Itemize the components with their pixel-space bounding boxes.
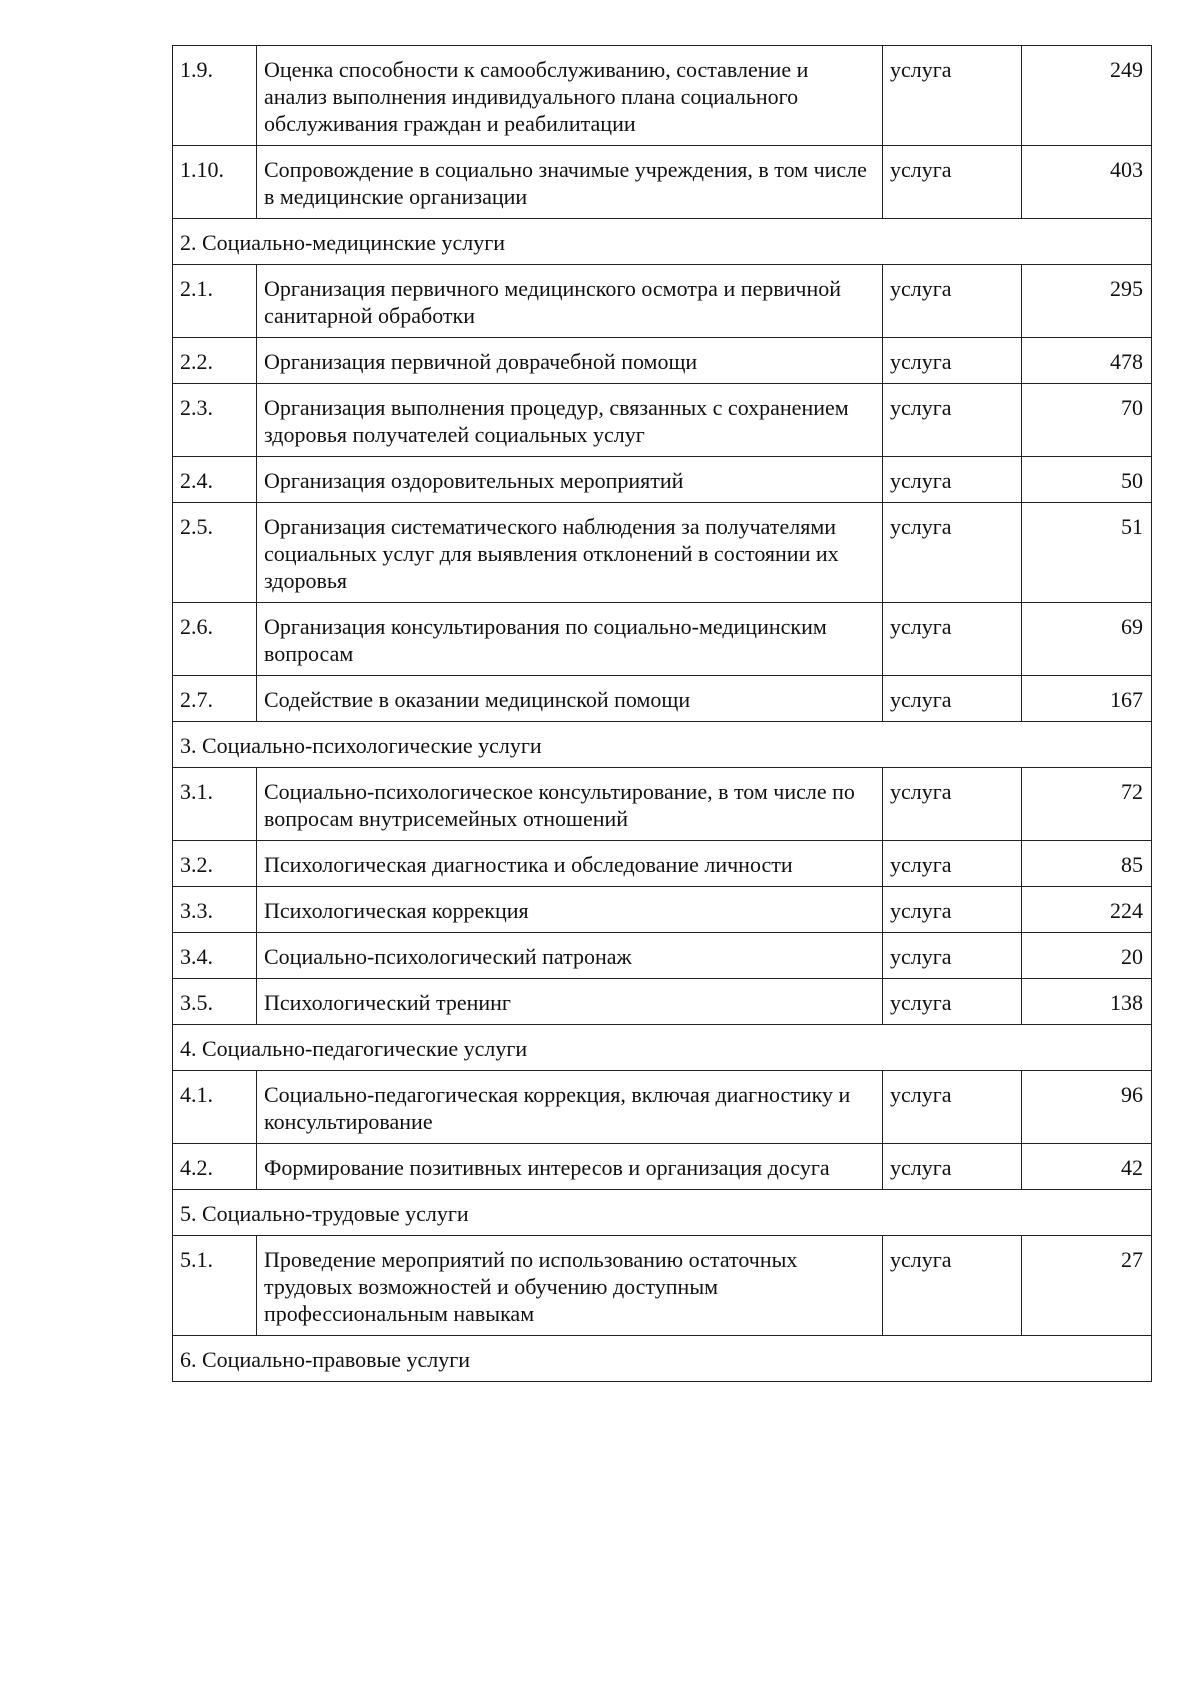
- item-number: 2.2.: [173, 338, 257, 384]
- item-number: 2.1.: [173, 265, 257, 338]
- service-count: 85: [1022, 841, 1152, 887]
- unit-label: услуга: [883, 887, 1022, 933]
- section-header-row: [173, 219, 1152, 265]
- service-count: 20: [1022, 933, 1152, 979]
- service-name: Психологический тренинг: [257, 979, 883, 1025]
- section-header-row: [173, 1336, 1152, 1382]
- unit-label: услуга: [883, 603, 1022, 676]
- service-name: Социально-психологический патронаж: [257, 933, 883, 979]
- unit-label: услуга: [883, 933, 1022, 979]
- unit-label: услуга: [883, 457, 1022, 503]
- service-count: 138: [1022, 979, 1152, 1025]
- item-number: 2.7.: [173, 676, 257, 722]
- item-number: 1.9.: [173, 46, 257, 146]
- section-title: 2. Социально-медицинские услуги: [173, 219, 1152, 265]
- service-name: Формирование позитивных интересов и организация досуга: [257, 1144, 883, 1190]
- item-number: 3.2.: [173, 841, 257, 887]
- service-count: 96: [1022, 1071, 1152, 1144]
- item-number: 3.1.: [173, 768, 257, 841]
- unit-label: услуга: [883, 46, 1022, 146]
- unit-label: услуга: [883, 265, 1022, 338]
- unit-label: услуга: [883, 146, 1022, 219]
- service-count: 42: [1022, 1144, 1152, 1190]
- services-table-body: [173, 46, 1152, 1382]
- service-name: Социально-педагогическая коррекция, включая диагностику и консультирование: [257, 1071, 883, 1144]
- table-row: [173, 265, 1152, 338]
- section-title: 6. Социально-правовые услуги: [173, 1336, 1152, 1382]
- service-count: 50: [1022, 457, 1152, 503]
- service-name: Психологическая диагностика и обследование личности: [257, 841, 883, 887]
- section-header-row: [173, 1190, 1152, 1236]
- unit-label: услуга: [883, 384, 1022, 457]
- service-count: 295: [1022, 265, 1152, 338]
- section-header-row: [173, 722, 1152, 768]
- unit-label: услуга: [883, 1144, 1022, 1190]
- item-number: 3.5.: [173, 979, 257, 1025]
- section-title: 3. Социально-психологические услуги: [173, 722, 1152, 768]
- service-count: 69: [1022, 603, 1152, 676]
- service-count: 403: [1022, 146, 1152, 219]
- service-count: 70: [1022, 384, 1152, 457]
- service-count: 478: [1022, 338, 1152, 384]
- item-number: 3.3.: [173, 887, 257, 933]
- item-number: 2.3.: [173, 384, 257, 457]
- unit-label: услуга: [883, 676, 1022, 722]
- service-count: 224: [1022, 887, 1152, 933]
- table-row: [173, 1144, 1152, 1190]
- service-name: Организация выполнения процедур, связанных с сохранением здоровья получателей социальных услуг: [257, 384, 883, 457]
- service-name: Сопровождение в социально значимые учреждения, в том числе в медицинские организации: [257, 146, 883, 219]
- service-count: 249: [1022, 46, 1152, 146]
- unit-label: услуга: [883, 841, 1022, 887]
- table-row: [173, 1071, 1152, 1144]
- table-row: [173, 933, 1152, 979]
- service-name: Организация консультирования по социально-медицинским вопросам: [257, 603, 883, 676]
- item-number: 1.10.: [173, 146, 257, 219]
- service-name: Социально-психологическое консультирование, в том числе по вопросам внутрисемейных отношений: [257, 768, 883, 841]
- table-row: [173, 676, 1152, 722]
- unit-label: услуга: [883, 1236, 1022, 1336]
- service-count: 27: [1022, 1236, 1152, 1336]
- table-row: [173, 338, 1152, 384]
- service-count: 72: [1022, 768, 1152, 841]
- unit-label: услуга: [883, 979, 1022, 1025]
- unit-label: услуга: [883, 503, 1022, 603]
- service-name: Оценка способности к самообслуживанию, составление и анализ выполнения индивидуального плана социального обслуживания граждан и реабилитации: [257, 46, 883, 146]
- item-number: 2.4.: [173, 457, 257, 503]
- table-row: [173, 146, 1152, 219]
- service-name: Содействие в оказании медицинской помощи: [257, 676, 883, 722]
- section-title: 5. Социально-трудовые услуги: [173, 1190, 1152, 1236]
- item-number: 2.5.: [173, 503, 257, 603]
- service-count: 167: [1022, 676, 1152, 722]
- table-row: [173, 979, 1152, 1025]
- unit-label: услуга: [883, 768, 1022, 841]
- item-number: 5.1.: [173, 1236, 257, 1336]
- table-row: [173, 1236, 1152, 1336]
- service-name: Организация первичного медицинского осмотра и первичной санитарной обработки: [257, 265, 883, 338]
- item-number: 4.2.: [173, 1144, 257, 1190]
- table-row: [173, 768, 1152, 841]
- table-row: [173, 841, 1152, 887]
- unit-label: услуга: [883, 1071, 1022, 1144]
- item-number: 4.1.: [173, 1071, 257, 1144]
- service-name: Организация первичной доврачебной помощи: [257, 338, 883, 384]
- table-row: [173, 503, 1152, 603]
- table-row: [173, 457, 1152, 503]
- table-row: [173, 887, 1152, 933]
- service-name: Организация оздоровительных мероприятий: [257, 457, 883, 503]
- table-row: [173, 384, 1152, 457]
- item-number: 2.6.: [173, 603, 257, 676]
- item-number: 3.4.: [173, 933, 257, 979]
- table-row: [173, 46, 1152, 146]
- section-header-row: [173, 1025, 1152, 1071]
- unit-label: услуга: [883, 338, 1022, 384]
- service-name: Проведение мероприятий по использованию остаточных трудовых возможностей и обучению доступным профессиональным навыкам: [257, 1236, 883, 1336]
- services-table: [172, 45, 1152, 1382]
- service-count: 51: [1022, 503, 1152, 603]
- section-title: 4. Социально-педагогические услуги: [173, 1025, 1152, 1071]
- table-row: [173, 603, 1152, 676]
- service-name: Психологическая коррекция: [257, 887, 883, 933]
- service-name: Организация систематического наблюдения за получателями социальных услуг для выявления отклонений в состоянии их здоровья: [257, 503, 883, 603]
